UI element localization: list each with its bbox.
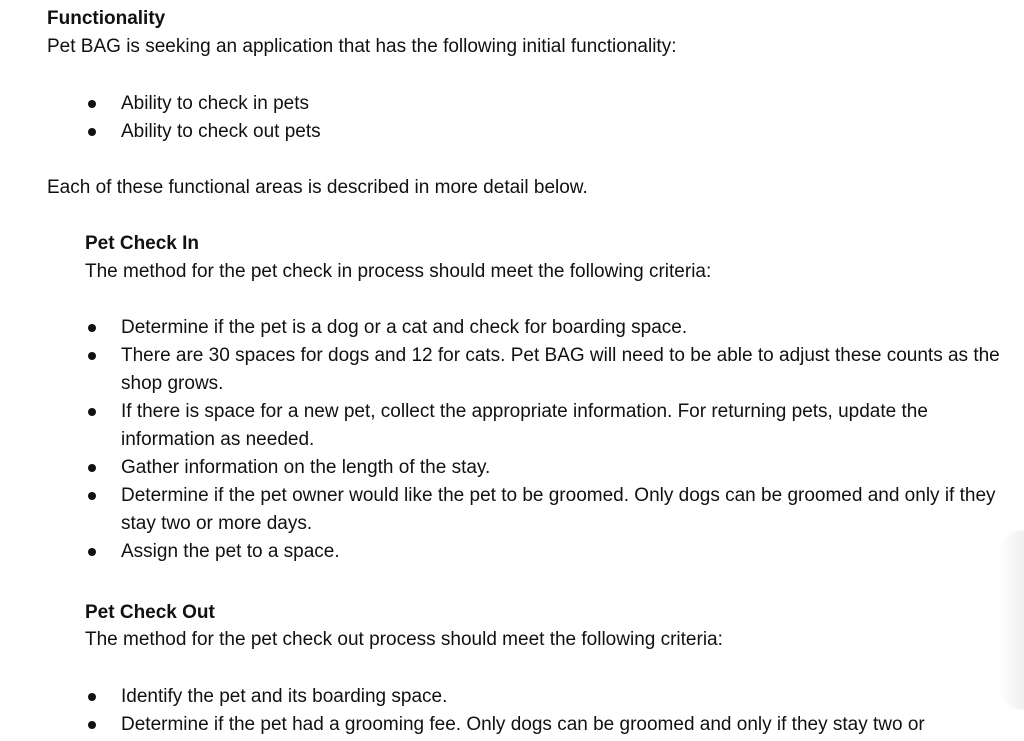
list-item: There are 30 spaces for dogs and 12 for cats. Pet BAG will need to be able to adjust these counts as the shop grows. bbox=[85, 342, 1015, 398]
functionality-list bbox=[85, 90, 985, 146]
check-in-heading: Pet Check In bbox=[85, 233, 200, 254]
list-item: Ability to check in pets bbox=[85, 90, 985, 118]
list-item: Determine if the pet is a dog or a cat and check for boarding space. bbox=[85, 314, 1015, 342]
check-in-intro: The method for the pet check in process should meet the following criteria: bbox=[85, 261, 712, 282]
check-out-list bbox=[85, 683, 1020, 739]
list-item: Determine if the pet owner would like the pet to be groomed. Only dogs can be groomed and only if they stay two or more days. bbox=[85, 482, 1015, 538]
check-out-intro: The method for the pet check out process should meet the following criteria: bbox=[85, 629, 723, 650]
list-item: Ability to check out pets bbox=[85, 118, 985, 146]
functionality-heading: Functionality bbox=[47, 8, 166, 29]
list-item: If there is space for a new pet, collect the appropriate information. For returning pets, update the information as needed. bbox=[85, 398, 1015, 454]
list-item: Determine if the pet had a grooming fee. Only dogs can be groomed and only if they stay two or bbox=[85, 711, 1020, 739]
functionality-summary: Each of these functional areas is described in more detail below. bbox=[47, 177, 588, 198]
functionality-intro: Pet BAG is seeking an application that has the following initial functionality: bbox=[47, 36, 677, 57]
page-edge-shadow bbox=[998, 530, 1024, 710]
check-in-list bbox=[85, 314, 1015, 566]
check-out-heading: Pet Check Out bbox=[85, 602, 215, 623]
list-item: Gather information on the length of the stay. bbox=[85, 454, 1015, 482]
list-item: Assign the pet to a space. bbox=[85, 538, 1015, 566]
list-item: Identify the pet and its boarding space. bbox=[85, 683, 1020, 711]
